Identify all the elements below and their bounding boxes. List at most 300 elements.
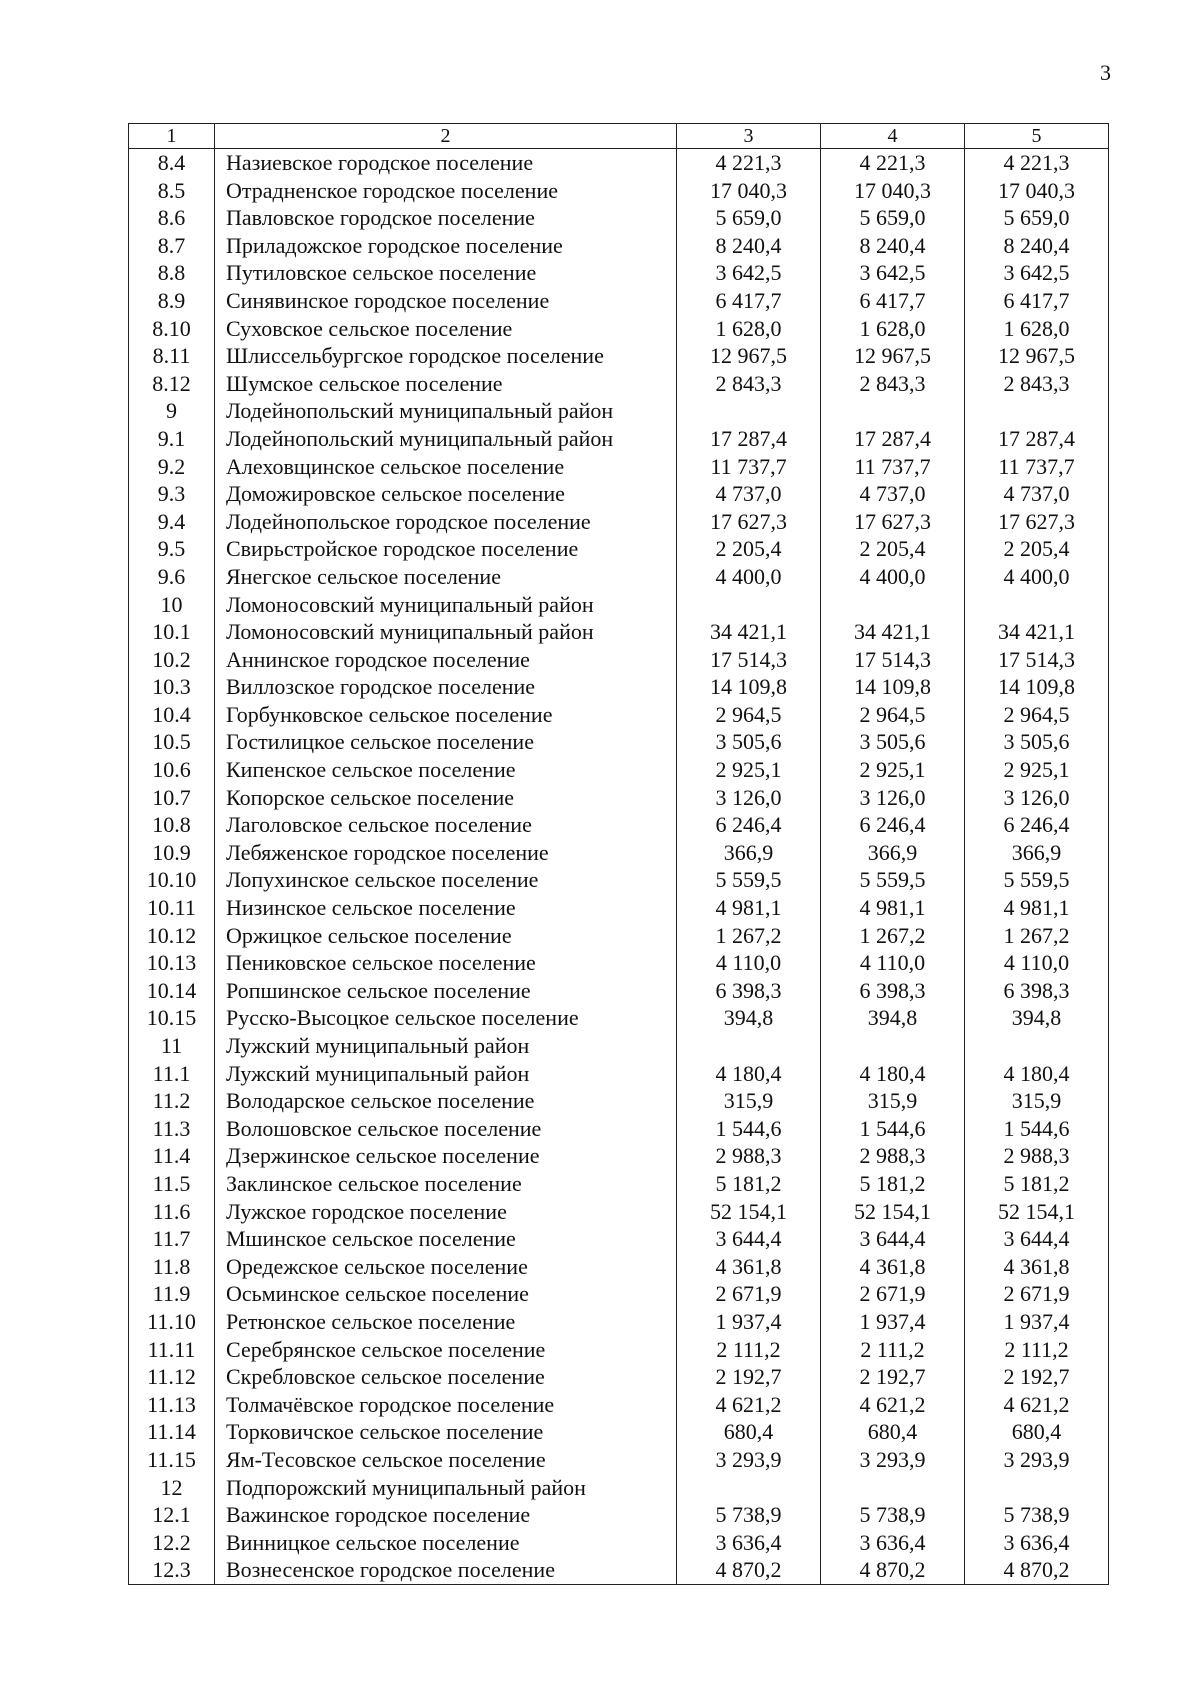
table-row (129, 397, 1109, 425)
value-cell-col4: 5 659,0 (821, 204, 965, 232)
settlement-name-cell: Лебяженское городское поселение (215, 839, 677, 867)
settlement-name-cell: Лужское городское поселение (215, 1198, 677, 1226)
table-row (129, 232, 1109, 260)
row-number-cell: 8.10 (129, 315, 215, 343)
value-cell-col5: 3 293,9 (965, 1446, 1109, 1474)
table-row (129, 204, 1109, 232)
value-cell-col4: 4 737,0 (821, 480, 965, 508)
value-cell-col3: 52 154,1 (677, 1198, 821, 1226)
column-header: 2 (215, 124, 677, 149)
value-cell-col4: 3 505,6 (821, 728, 965, 756)
table-row (129, 646, 1109, 674)
settlement-name-cell: Лодейнопольский муниципальный район (215, 425, 677, 453)
settlement-name-cell: Аннинское городское поселение (215, 646, 677, 674)
value-cell-col4: 4 981,1 (821, 894, 965, 922)
value-cell-col5: 1 937,4 (965, 1308, 1109, 1336)
table-row (129, 784, 1109, 812)
value-cell-col3: 6 417,7 (677, 287, 821, 315)
value-cell-col5: 315,9 (965, 1087, 1109, 1115)
value-cell-col5: 12 967,5 (965, 342, 1109, 370)
settlement-name-cell: Оредежское сельское поселение (215, 1253, 677, 1281)
settlement-name-cell: Шумское сельское поселение (215, 370, 677, 398)
table-row (129, 1060, 1109, 1088)
table-row (129, 922, 1109, 950)
settlement-name-cell: Мшинское сельское поселение (215, 1225, 677, 1253)
table-row (129, 453, 1109, 481)
row-number-cell: 10.2 (129, 646, 215, 674)
settlement-name-cell: Торковичское сельское поселение (215, 1418, 677, 1446)
value-cell-col5: 5 559,5 (965, 866, 1109, 894)
row-number-cell: 10.1 (129, 618, 215, 646)
value-cell-col4: 3 126,0 (821, 784, 965, 812)
value-cell-col4: 52 154,1 (821, 1198, 965, 1226)
table-row (129, 728, 1109, 756)
column-header: 4 (821, 124, 965, 149)
row-number-cell: 8.7 (129, 232, 215, 260)
row-number-cell: 11 (129, 1032, 215, 1060)
value-cell-col4: 4 870,2 (821, 1556, 965, 1584)
table-row (129, 1363, 1109, 1391)
settlement-name-cell: Кипенское сельское поселение (215, 756, 677, 784)
value-cell-col4: 17 287,4 (821, 425, 965, 453)
table-row (129, 894, 1109, 922)
value-cell-col3: 2 671,9 (677, 1280, 821, 1308)
value-cell-col5: 680,4 (965, 1418, 1109, 1446)
value-cell-col5 (965, 1032, 1109, 1060)
value-cell-col3: 2 205,4 (677, 535, 821, 563)
value-cell-col5: 17 627,3 (965, 508, 1109, 536)
table-row (129, 563, 1109, 591)
value-cell-col5: 2 988,3 (965, 1142, 1109, 1170)
value-cell-col3: 17 627,3 (677, 508, 821, 536)
settlement-name-cell: Лопухинское сельское поселение (215, 866, 677, 894)
value-cell-col4: 1 267,2 (821, 922, 965, 950)
row-number-cell: 10.5 (129, 728, 215, 756)
value-cell-col3: 3 644,4 (677, 1225, 821, 1253)
row-number-cell: 10.3 (129, 673, 215, 701)
value-cell-col3: 8 240,4 (677, 232, 821, 260)
row-number-cell: 10.6 (129, 756, 215, 784)
settlement-name-cell: Лаголовское сельское поселение (215, 811, 677, 839)
value-cell-col4: 6 417,7 (821, 287, 965, 315)
value-cell-col5: 52 154,1 (965, 1198, 1109, 1226)
value-cell-col5: 4 870,2 (965, 1556, 1109, 1584)
settlement-name-cell: Винницкое сельское поселение (215, 1529, 677, 1557)
value-cell-col3: 4 221,3 (677, 149, 821, 177)
settlement-name-cell: Оржицкое сельское поселение (215, 922, 677, 950)
value-cell-col5: 2 671,9 (965, 1280, 1109, 1308)
value-cell-col3: 2 964,5 (677, 701, 821, 729)
row-number-cell: 12 (129, 1474, 215, 1502)
value-cell-col3: 4 737,0 (677, 480, 821, 508)
value-cell-col3: 1 544,6 (677, 1115, 821, 1143)
value-cell-col4: 3 642,5 (821, 259, 965, 287)
table-row (129, 1115, 1109, 1143)
value-cell-col4: 17 627,3 (821, 508, 965, 536)
value-cell-col3: 1 267,2 (677, 922, 821, 950)
table-row (129, 1418, 1109, 1446)
settlement-name-cell: Лужский муниципальный район (215, 1032, 677, 1060)
table-row (129, 1198, 1109, 1226)
settlement-name-cell: Вознесенское городское поселение (215, 1556, 677, 1584)
value-cell-col3: 2 111,2 (677, 1336, 821, 1364)
settlement-name-cell: Волошовское сельское поселение (215, 1115, 677, 1143)
value-cell-col4: 2 671,9 (821, 1280, 965, 1308)
settlement-name-cell: Свирьстройское городское поселение (215, 535, 677, 563)
table-row (129, 1446, 1109, 1474)
settlement-name-cell: Доможировское сельское поселение (215, 480, 677, 508)
value-cell-col5: 4 361,8 (965, 1253, 1109, 1281)
value-cell-col5: 3 505,6 (965, 728, 1109, 756)
value-cell-col3: 366,9 (677, 839, 821, 867)
value-cell-col3 (677, 1474, 821, 1502)
settlement-name-cell: Дзержинское сельское поселение (215, 1142, 677, 1170)
value-cell-col3: 3 126,0 (677, 784, 821, 812)
table-row (129, 535, 1109, 563)
value-cell-col5: 5 181,2 (965, 1170, 1109, 1198)
settlement-name-cell: Суховское сельское поселение (215, 315, 677, 343)
table-row (129, 1225, 1109, 1253)
value-cell-col3 (677, 1032, 821, 1060)
value-cell-col3: 34 421,1 (677, 618, 821, 646)
value-cell-col3: 680,4 (677, 1418, 821, 1446)
row-number-cell: 11.5 (129, 1170, 215, 1198)
value-cell-col4 (821, 397, 965, 425)
settlement-name-cell: Осьминское сельское поселение (215, 1280, 677, 1308)
value-cell-col4: 2 111,2 (821, 1336, 965, 1364)
value-cell-col4: 5 181,2 (821, 1170, 965, 1198)
value-cell-col3: 5 738,9 (677, 1501, 821, 1529)
row-number-cell: 11.2 (129, 1087, 215, 1115)
row-number-cell: 8.9 (129, 287, 215, 315)
table-row (129, 1501, 1109, 1529)
settlement-name-cell: Алеховщинское сельское поселение (215, 453, 677, 481)
settlement-name-cell: Янегское сельское поселение (215, 563, 677, 591)
row-number-cell: 11.9 (129, 1280, 215, 1308)
row-number-cell: 11.4 (129, 1142, 215, 1170)
value-cell-col5: 3 644,4 (965, 1225, 1109, 1253)
value-cell-col3: 2 843,3 (677, 370, 821, 398)
table-row (129, 1336, 1109, 1364)
value-cell-col3 (677, 591, 821, 619)
value-cell-col5: 4 400,0 (965, 563, 1109, 591)
table-header-row (129, 124, 1109, 149)
row-number-cell: 9.4 (129, 508, 215, 536)
value-cell-col5: 17 040,3 (965, 177, 1109, 205)
value-cell-col4: 3 636,4 (821, 1529, 965, 1557)
value-cell-col3: 4 110,0 (677, 949, 821, 977)
row-number-cell: 10.7 (129, 784, 215, 812)
value-cell-col5: 4 981,1 (965, 894, 1109, 922)
value-cell-col5: 2 205,4 (965, 535, 1109, 563)
settlement-name-cell: Гостилицкое сельское поселение (215, 728, 677, 756)
table-row (129, 342, 1109, 370)
value-cell-col3: 3 293,9 (677, 1446, 821, 1474)
value-cell-col5: 6 246,4 (965, 811, 1109, 839)
value-cell-col5: 394,8 (965, 1004, 1109, 1032)
value-cell-col4 (821, 1032, 965, 1060)
settlement-name-cell: Синявинское городское поселение (215, 287, 677, 315)
row-number-cell: 10.15 (129, 1004, 215, 1032)
settlement-name-cell: Ям-Тесовское сельское поселение (215, 1446, 677, 1474)
row-number-cell: 9.5 (129, 535, 215, 563)
value-cell-col4: 2 192,7 (821, 1363, 965, 1391)
settlement-name-cell: Виллозское городское поселение (215, 673, 677, 701)
table-row (129, 287, 1109, 315)
table-row (129, 1556, 1109, 1584)
row-number-cell: 10.14 (129, 977, 215, 1005)
value-cell-col3: 3 642,5 (677, 259, 821, 287)
row-number-cell: 8.5 (129, 177, 215, 205)
value-cell-col4: 2 964,5 (821, 701, 965, 729)
value-cell-col4: 5 738,9 (821, 1501, 965, 1529)
value-cell-col5: 2 964,5 (965, 701, 1109, 729)
settlement-name-cell: Шлиссельбургское городское поселение (215, 342, 677, 370)
settlement-name-cell: Серебрянское сельское поселение (215, 1336, 677, 1364)
table-row (129, 508, 1109, 536)
settlement-name-cell: Ломоносовский муниципальный район (215, 618, 677, 646)
value-cell-col5: 1 628,0 (965, 315, 1109, 343)
value-cell-col5: 14 109,8 (965, 673, 1109, 701)
value-cell-col3: 4 400,0 (677, 563, 821, 591)
value-cell-col4: 4 180,4 (821, 1060, 965, 1088)
row-number-cell: 11.10 (129, 1308, 215, 1336)
table-row (129, 1087, 1109, 1115)
settlement-name-cell: Низинское сельское поселение (215, 894, 677, 922)
row-number-cell: 10.10 (129, 866, 215, 894)
value-cell-col4: 34 421,1 (821, 618, 965, 646)
column-header: 5 (965, 124, 1109, 149)
value-cell-col3: 17 514,3 (677, 646, 821, 674)
value-cell-col4: 366,9 (821, 839, 965, 867)
settlement-name-cell: Русско-Высоцкое сельское поселение (215, 1004, 677, 1032)
value-cell-col5 (965, 1474, 1109, 1502)
data-table (128, 123, 1109, 1585)
table-row (129, 866, 1109, 894)
settlement-name-cell: Ломоносовский муниципальный район (215, 591, 677, 619)
value-cell-col5: 1 267,2 (965, 922, 1109, 950)
value-cell-col5: 6 417,7 (965, 287, 1109, 315)
value-cell-col3: 5 659,0 (677, 204, 821, 232)
value-cell-col3: 4 361,8 (677, 1253, 821, 1281)
value-cell-col4: 394,8 (821, 1004, 965, 1032)
table-row (129, 977, 1109, 1005)
value-cell-col3: 2 988,3 (677, 1142, 821, 1170)
row-number-cell: 10.11 (129, 894, 215, 922)
value-cell-col4: 12 967,5 (821, 342, 965, 370)
value-cell-col4: 2 843,3 (821, 370, 965, 398)
value-cell-col4: 17 040,3 (821, 177, 965, 205)
table-row (129, 1253, 1109, 1281)
table-row (129, 1529, 1109, 1557)
value-cell-col4: 11 737,7 (821, 453, 965, 481)
value-cell-col5: 2 925,1 (965, 756, 1109, 784)
value-cell-col3: 394,8 (677, 1004, 821, 1032)
value-cell-col5: 3 126,0 (965, 784, 1109, 812)
value-cell-col3: 3 505,6 (677, 728, 821, 756)
value-cell-col3: 14 109,8 (677, 673, 821, 701)
column-header: 1 (129, 124, 215, 149)
table-row (129, 756, 1109, 784)
value-cell-col5: 366,9 (965, 839, 1109, 867)
value-cell-col5: 1 544,6 (965, 1115, 1109, 1143)
value-cell-col4: 4 361,8 (821, 1253, 965, 1281)
table-row (129, 1032, 1109, 1060)
value-cell-col5 (965, 397, 1109, 425)
value-cell-col5: 2 843,3 (965, 370, 1109, 398)
value-cell-col3: 6 246,4 (677, 811, 821, 839)
table-row (129, 701, 1109, 729)
value-cell-col5: 3 642,5 (965, 259, 1109, 287)
value-cell-col5: 2 111,2 (965, 1336, 1109, 1364)
value-cell-col5: 17 514,3 (965, 646, 1109, 674)
value-cell-col5 (965, 591, 1109, 619)
value-cell-col3: 2 192,7 (677, 1363, 821, 1391)
row-number-cell: 8.11 (129, 342, 215, 370)
settlement-name-cell: Копорское сельское поселение (215, 784, 677, 812)
value-cell-col5: 4 110,0 (965, 949, 1109, 977)
row-number-cell: 8.12 (129, 370, 215, 398)
table-row (129, 949, 1109, 977)
table-row (129, 1391, 1109, 1419)
row-number-cell: 11.14 (129, 1418, 215, 1446)
value-cell-col4: 315,9 (821, 1087, 965, 1115)
table-row (129, 618, 1109, 646)
value-cell-col5: 17 287,4 (965, 425, 1109, 453)
value-cell-col4: 680,4 (821, 1418, 965, 1446)
settlement-name-cell: Ропшинское сельское поселение (215, 977, 677, 1005)
value-cell-col3: 17 040,3 (677, 177, 821, 205)
row-number-cell: 11.1 (129, 1060, 215, 1088)
value-cell-col5: 4 221,3 (965, 149, 1109, 177)
settlement-name-cell: Отрадненское городское поселение (215, 177, 677, 205)
value-cell-col4: 3 293,9 (821, 1446, 965, 1474)
row-number-cell: 11.3 (129, 1115, 215, 1143)
row-number-cell: 10 (129, 591, 215, 619)
row-number-cell: 10.4 (129, 701, 215, 729)
table-row (129, 1474, 1109, 1502)
value-cell-col4: 2 925,1 (821, 756, 965, 784)
table-row (129, 177, 1109, 205)
settlement-name-cell: Назиевское городское поселение (215, 149, 677, 177)
settlement-name-cell: Путиловское сельское поселение (215, 259, 677, 287)
row-number-cell: 11.12 (129, 1363, 215, 1391)
table-row (129, 425, 1109, 453)
value-cell-col4: 1 628,0 (821, 315, 965, 343)
value-cell-col5: 4 621,2 (965, 1391, 1109, 1419)
table-row (129, 591, 1109, 619)
value-cell-col4: 2 205,4 (821, 535, 965, 563)
value-cell-col3: 5 559,5 (677, 866, 821, 894)
page-number: 3 (1100, 60, 1111, 85)
row-number-cell: 12.3 (129, 1556, 215, 1584)
value-cell-col3: 1 628,0 (677, 315, 821, 343)
row-number-cell: 9.2 (129, 453, 215, 481)
table-row (129, 839, 1109, 867)
value-cell-col3: 2 925,1 (677, 756, 821, 784)
row-number-cell: 9 (129, 397, 215, 425)
table-row (129, 370, 1109, 398)
value-cell-col3 (677, 397, 821, 425)
value-cell-col5: 3 636,4 (965, 1529, 1109, 1557)
settlement-name-cell: Заклинское сельское поселение (215, 1170, 677, 1198)
row-number-cell: 11.6 (129, 1198, 215, 1226)
value-cell-col4 (821, 591, 965, 619)
row-number-cell: 8.6 (129, 204, 215, 232)
value-cell-col3: 315,9 (677, 1087, 821, 1115)
settlement-name-cell: Подпорожский муниципальный район (215, 1474, 677, 1502)
table-row (129, 1308, 1109, 1336)
value-cell-col5: 2 192,7 (965, 1363, 1109, 1391)
value-cell-col4 (821, 1474, 965, 1502)
value-cell-col4: 4 621,2 (821, 1391, 965, 1419)
settlement-name-cell: Павловское городское поселение (215, 204, 677, 232)
row-number-cell: 10.9 (129, 839, 215, 867)
value-cell-col3: 4 180,4 (677, 1060, 821, 1088)
value-cell-col5: 34 421,1 (965, 618, 1109, 646)
value-cell-col4: 5 559,5 (821, 866, 965, 894)
value-cell-col3: 11 737,7 (677, 453, 821, 481)
row-number-cell: 9.6 (129, 563, 215, 591)
table-row (129, 1004, 1109, 1032)
value-cell-col5: 8 240,4 (965, 232, 1109, 260)
value-cell-col4: 6 246,4 (821, 811, 965, 839)
row-number-cell: 8.4 (129, 149, 215, 177)
table-row (129, 315, 1109, 343)
settlement-name-cell: Важинское городское поселение (215, 1501, 677, 1529)
row-number-cell: 9.1 (129, 425, 215, 453)
row-number-cell: 10.12 (129, 922, 215, 950)
value-cell-col3: 17 287,4 (677, 425, 821, 453)
settlement-name-cell: Толмачёвское городское поселение (215, 1391, 677, 1419)
table-row (129, 673, 1109, 701)
settlement-name-cell: Володарское сельское поселение (215, 1087, 677, 1115)
settlement-name-cell: Лодейнопольское городское поселение (215, 508, 677, 536)
settlement-name-cell: Пениковское сельское поселение (215, 949, 677, 977)
settlement-name-cell: Лужский муниципальный район (215, 1060, 677, 1088)
settlement-name-cell: Ретюнское сельское поселение (215, 1308, 677, 1336)
value-cell-col5: 5 659,0 (965, 204, 1109, 232)
row-number-cell: 9.3 (129, 480, 215, 508)
row-number-cell: 10.13 (129, 949, 215, 977)
value-cell-col3: 6 398,3 (677, 977, 821, 1005)
value-cell-col4: 4 221,3 (821, 149, 965, 177)
row-number-cell: 11.15 (129, 1446, 215, 1474)
value-cell-col4: 14 109,8 (821, 673, 965, 701)
value-cell-col5: 4 180,4 (965, 1060, 1109, 1088)
value-cell-col4: 1 544,6 (821, 1115, 965, 1143)
value-cell-col4: 2 988,3 (821, 1142, 965, 1170)
value-cell-col3: 4 870,2 (677, 1556, 821, 1584)
row-number-cell: 10.8 (129, 811, 215, 839)
value-cell-col3: 5 181,2 (677, 1170, 821, 1198)
value-cell-col3: 12 967,5 (677, 342, 821, 370)
table-row (129, 1170, 1109, 1198)
value-cell-col3: 3 636,4 (677, 1529, 821, 1557)
table-row (129, 1142, 1109, 1170)
table-row (129, 1280, 1109, 1308)
settlement-name-cell: Лодейнопольский муниципальный район (215, 397, 677, 425)
row-number-cell: 11.13 (129, 1391, 215, 1419)
value-cell-col4: 4 110,0 (821, 949, 965, 977)
table-row (129, 480, 1109, 508)
settlement-name-cell: Скребловское сельское поселение (215, 1363, 677, 1391)
row-number-cell: 12.2 (129, 1529, 215, 1557)
value-cell-col5: 5 738,9 (965, 1501, 1109, 1529)
value-cell-col4: 1 937,4 (821, 1308, 965, 1336)
row-number-cell: 8.8 (129, 259, 215, 287)
row-number-cell: 12.1 (129, 1501, 215, 1529)
